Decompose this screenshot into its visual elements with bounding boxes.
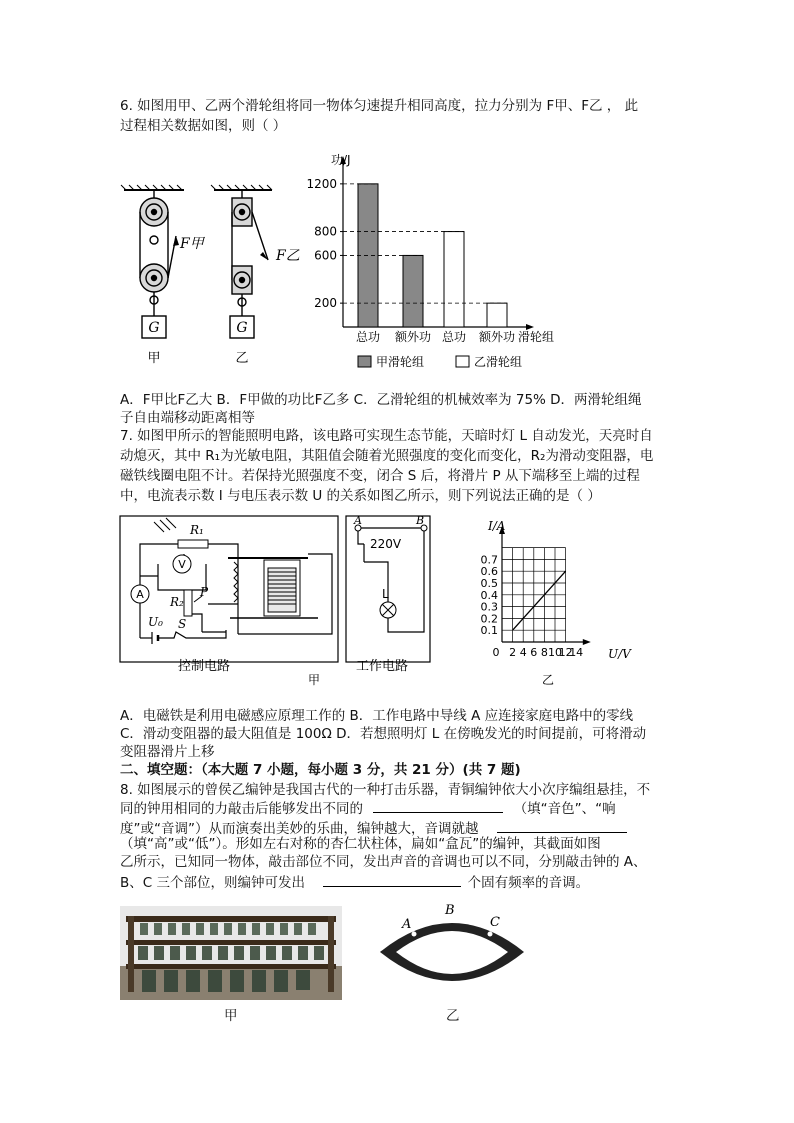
r2-label: R₂ xyxy=(170,595,184,609)
legend-swatch xyxy=(358,356,371,367)
iu-y-tick-label: 0.1 xyxy=(480,624,498,638)
q8-line2: 同的钟用相同的力敲击后能够发出不同的 （填“音色”、“响 xyxy=(120,798,616,819)
q6-stem-line2: 过程相关数据如图，则（ ） xyxy=(120,118,287,134)
u0-label: U₀ xyxy=(148,615,163,629)
q6-figure xyxy=(118,150,568,380)
terminal-b-label: B xyxy=(416,514,425,527)
q7-stem-line1: 7. 如图甲所示的智能照明电路，该电路可实现生态节能，天暗时灯 L 自动发光，天亮时自 xyxy=(120,428,653,444)
electromagnet-relay xyxy=(228,558,318,618)
iu-ylabel: I/A xyxy=(488,519,506,533)
lamp-label: L xyxy=(382,587,389,601)
q7-stem-line2: 动熄灭，其中 R₁为光敏电阻，其阻值会随着光照强度的变化而变化，R₂为滑动变阻器，电 xyxy=(120,448,654,464)
circuit-caption: 甲 xyxy=(308,673,321,687)
ceiling-jia xyxy=(121,185,184,190)
terminal-a-label: A xyxy=(354,514,362,527)
q7-stem-line3: 磁铁线圈电阻不计。若保持光照强度不变，闭合 S 后，将滑片 P 从下端移至上端的过程 xyxy=(120,468,640,484)
iu-x-tick-label: 4 xyxy=(519,646,527,659)
point-c xyxy=(488,932,493,937)
work-bar-chart xyxy=(306,152,554,369)
answer-blank-3[interactable] xyxy=(323,872,461,887)
arrow-icon xyxy=(173,236,179,246)
y-tick-label: 600 xyxy=(314,248,337,263)
iu-grid xyxy=(481,526,591,659)
bar xyxy=(444,232,464,327)
point-a-label: A xyxy=(402,917,412,932)
y-tick-label: 800 xyxy=(314,224,337,239)
point-b xyxy=(450,918,455,923)
pulley-system-yi xyxy=(230,190,268,338)
iu-y-tick-label: 0.7 xyxy=(480,553,498,567)
iu-graph xyxy=(452,518,642,690)
switch-label: S xyxy=(178,617,187,631)
point-b-label: B xyxy=(445,903,455,918)
point-a xyxy=(412,932,417,937)
pulley-system-jia xyxy=(140,190,176,338)
r2-resistor xyxy=(184,590,192,616)
x-tick-label: 额外功 xyxy=(478,330,516,344)
q8-line5: 乙所示，已知同一物体，敲击部位不同，发出声音的音调也可以不同，分别敲击钟的 A、 xyxy=(120,854,647,870)
caption-yi: 乙 xyxy=(235,351,249,366)
force-yi-label: F乙 xyxy=(276,248,300,264)
legend-label: 甲滑轮组 xyxy=(376,355,425,369)
light-rays-icon xyxy=(154,518,176,532)
iu-x-tick-label: 2 xyxy=(509,646,517,659)
q7-options-line2: C．滑动变阻器的最大阻值是 100Ω D．若想照明灯 L 在傍晚发光的时间提前，可将滑动 xyxy=(120,726,647,742)
iu-y-tick-label: 0.5 xyxy=(480,577,498,590)
q8-line4: （填“高”或“低”）。形如左右对称的杏仁状柱体，扁如“盒瓦”的编钟，其截面如图 xyxy=(120,836,601,852)
y-tick-label: 1200 xyxy=(306,176,337,191)
iu-x-tick-label: 6 xyxy=(530,646,538,659)
bell-cross-section xyxy=(372,900,532,1010)
weight-jia-label: G xyxy=(148,320,160,336)
r1-label: R₁ xyxy=(190,523,204,537)
photo-caption: 甲 xyxy=(224,1008,238,1024)
q7-options-line1: A．电磁铁是利用电磁感应原理工作的 B．工作电路中导线 A 应连接家庭电路中的零线 xyxy=(120,708,634,724)
x-tick-label: 总功 xyxy=(355,330,381,344)
y-tick-label: 200 xyxy=(314,296,337,311)
ammeter-label: A xyxy=(136,588,144,601)
control-circuit-label: 控制电路 xyxy=(178,659,231,674)
iu-y-tick-label: 0.2 xyxy=(480,612,498,626)
bianzhong-photo xyxy=(120,906,342,1000)
x-axis-label: 滑轮组 xyxy=(517,330,555,344)
x-tick-label: 额外功 xyxy=(394,330,432,344)
section-heading: 二、填空题：（本大题 7 小题，每小题 3 分，共 21 分）(共 7 题) xyxy=(120,762,521,778)
iu-y-tick-label: 0.6 xyxy=(480,565,498,579)
control-circuit-frame xyxy=(120,516,338,662)
r1-resistor xyxy=(178,540,208,548)
legend-swatch xyxy=(456,356,469,367)
y-axis-label: 功/J xyxy=(331,153,351,167)
q6-options-line1: A．F甲比F乙大 B．F甲做的功比F乙多 C．乙滑轮组的机械效率为 75% D．两滑轮组绳 xyxy=(120,392,642,408)
q7-stem-line4: 中，电流表示数 I 与电压表示数 U 的关系如图乙所示，则下列说法正确的是（ ） xyxy=(120,488,601,504)
iu-x-arrow-icon xyxy=(583,639,591,645)
ceiling-yi xyxy=(211,185,272,190)
iu-x-tick-label: 0 xyxy=(492,646,500,659)
legend-label: 乙滑轮组 xyxy=(474,355,523,369)
weight-yi-label: G xyxy=(236,320,248,336)
iu-x-tick-label: 10 xyxy=(548,646,562,659)
section-caption: 乙 xyxy=(446,1008,460,1024)
iu-x-tick-label: 8 xyxy=(540,646,548,659)
bar xyxy=(487,303,507,327)
q7-circuit-figure xyxy=(118,514,434,690)
iu-x-tick-label: 12 xyxy=(558,646,573,659)
caption-jia: 甲 xyxy=(147,351,161,366)
iu-data-line xyxy=(513,571,566,630)
bar xyxy=(403,255,423,327)
q6-stem-line1: 6. 如图用甲、乙两个滑轮组将同一物体匀速提升相同高度，拉力分别为 F甲、F乙 ， 此 xyxy=(120,98,639,114)
x-tick-label: 总功 xyxy=(441,330,467,344)
p-label: P xyxy=(200,585,209,599)
answer-blank-1[interactable] xyxy=(373,798,503,813)
point-c-label: C xyxy=(490,915,500,930)
force-jia-label: F甲 xyxy=(180,236,204,252)
q7-options-line3: 变阻器滑片上移 xyxy=(120,744,215,760)
q8-line3: 度”或“音调”）从而演奏出美妙的乐曲，编钟越大，音调就越 xyxy=(120,818,627,839)
iu-y-tick-label: 0.4 xyxy=(480,588,498,602)
answer-blank-2[interactable] xyxy=(497,818,627,833)
q8-line1: 8. 如图展示的曾侯乙编钟是我国古代的一种打击乐器，青铜编钟依大小次序编组悬挂，不 xyxy=(120,782,651,798)
voltmeter-label: V xyxy=(178,558,186,571)
iu-caption: 乙 xyxy=(542,673,555,687)
q8-line6: B、C 三个部位，则编钟可发出 个固有频率的音调。 xyxy=(120,872,589,893)
iu-y-tick-label: 0.3 xyxy=(480,600,498,614)
work-circuit-label: 工作电路 xyxy=(356,659,409,674)
iu-x-tick-label: 14 xyxy=(569,646,584,659)
q6-options-line2: 子自由端移动距离相等 xyxy=(120,410,255,426)
iu-xlabel: U/V xyxy=(608,647,631,661)
voltage-label: 220V xyxy=(370,537,402,551)
